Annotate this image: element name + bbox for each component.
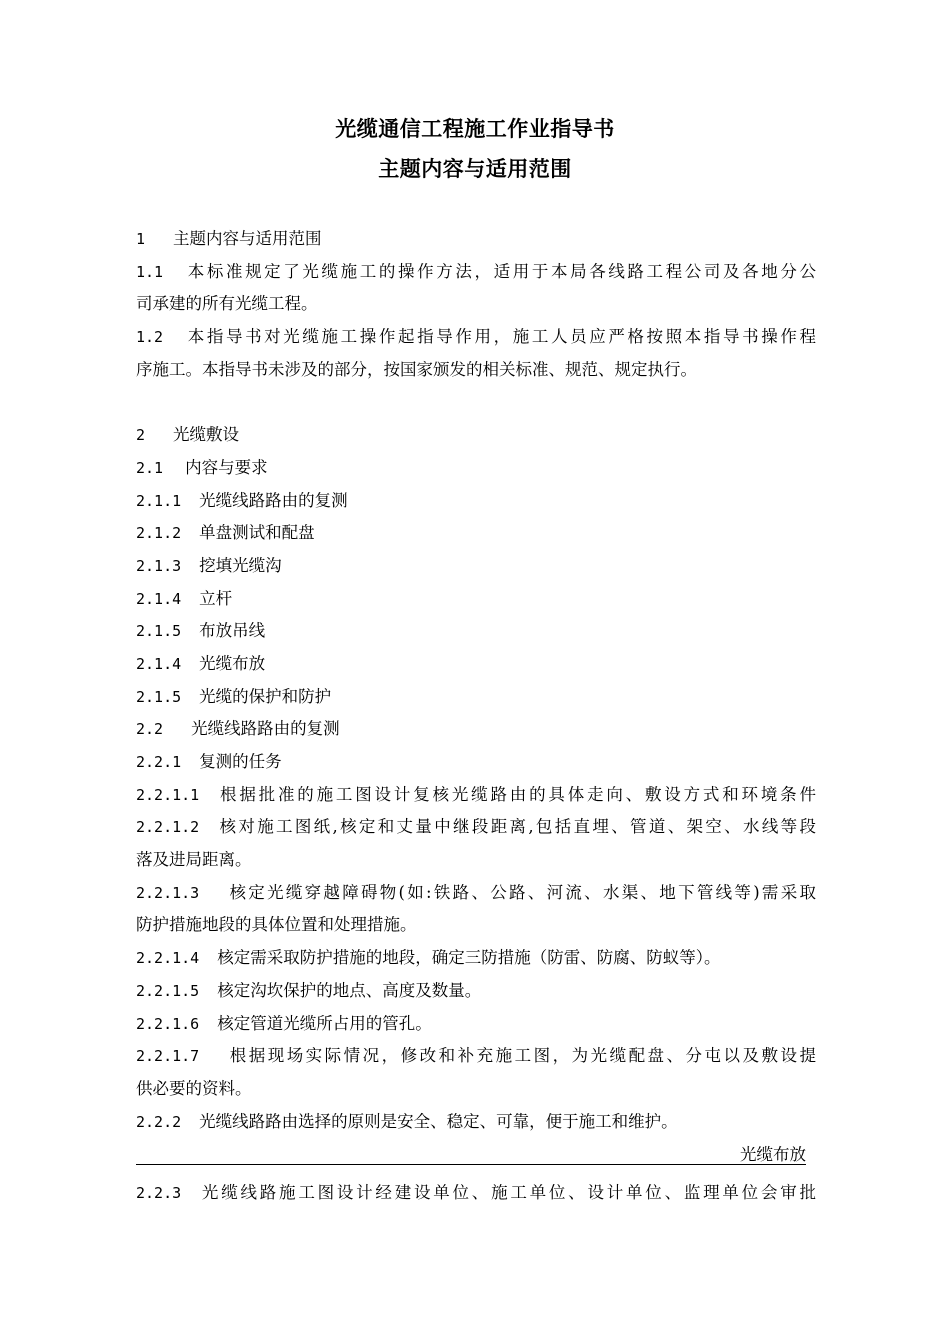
paragraph-line [136,321,816,354]
section-text: 光缆的保护和防护 [199,686,332,706]
section-text: 根据现场实际情况，修改和补充施工图，为光缆配盘、分屯以及敷设提 [227,1046,816,1066]
section-heading [136,223,816,256]
section-number: 2.1.2 [136,524,182,543]
spacer [136,386,816,419]
section-text: 光缆线路路由的复测 [191,719,340,739]
section-number: 2 [136,426,146,445]
section-text: 布放吊线 [199,621,266,641]
section-text: 立杆 [199,588,233,608]
section-text: 核定沟坎保护的地点、高度及数量。 [217,980,482,1000]
section-number: 2.1.5 [136,687,182,706]
section-number: 2.2.1.3 [136,883,200,902]
paragraph-line [136,811,816,844]
section-text: 核对施工图纸,核定和丈量中继段距离,包括直埋、管道、架空、水线等段 [217,817,816,837]
section-text: 单盘测试和配盘 [199,523,315,543]
paragraph-continuation: 防护措施地段的具体位置和处理措施。 [136,915,417,935]
paragraph-continuation: 司承建的所有光缆工程。 [136,294,318,314]
section-number: 2.2.2 [136,1112,182,1131]
section-number: 2.2.1 [136,753,182,771]
section-number: 2.1 [136,458,164,477]
paragraph-line [136,1040,816,1073]
section-text: 光缆线路路由选择的原则是安全、稳定、可靠，便于施工和维护。 [199,1111,678,1131]
list-item [136,713,816,746]
list-item [136,975,816,1008]
footer-label: 光缆布放 [740,1145,806,1164]
list-item [136,779,816,812]
paragraph-continuation: 落及进局距离。 [136,850,252,870]
section-number: 2.1.5 [136,622,182,641]
section-text: 核定需采取防护措施的地段，确定三防措施（防雷、防腐、防蚁等）。 [217,948,721,968]
section-number: 2.1.1 [136,491,182,510]
section-number: 2.2.3 [136,1184,182,1202]
list-item [136,583,816,616]
section-text: 本指导书对光缆施工操作起指导作用，施工人员应严格按照本指导书操作程 [185,327,816,347]
section-number: 2.2.1.7 [136,1047,200,1066]
paragraph-line [136,256,816,289]
section-number: 2.1.4 [136,654,182,673]
list-item [136,615,816,648]
list-item [136,942,816,975]
list-item [136,550,816,583]
paragraph-line [136,877,816,910]
list-item [136,746,816,779]
paragraph-continuation: 序施工。本指导书未涉及的部分，按国家颁发的相关标准、规范、规定执行。 [136,359,697,379]
document-body [136,223,816,1138]
section-text: 核定管道光缆所占用的管孔。 [217,1013,432,1033]
paragraph-continuation: 供必要的资料。 [136,1078,252,1098]
section-text: 主题内容与适用范围 [173,229,322,248]
list-item [136,452,816,485]
section-heading [136,419,816,452]
section-text: 光缆布放 [199,653,266,673]
running-footer [136,1142,806,1165]
section-text: 本标准规定了光缆施工的操作方法，适用于本局各线路工程公司及各地分公 [185,261,816,281]
section-number: 1 [136,230,146,248]
list-item [136,681,816,714]
section-number: 2.2.1.5 [136,981,200,1000]
section-number: 2.2.1.1 [136,785,200,804]
section-number: 1.2 [136,328,164,347]
section-text: 内容与要求 [185,457,268,477]
document-title: 光缆通信工程施工作业指导书 [335,117,615,141]
list-item [136,1008,816,1041]
section-text: 核定光缆穿越障碍物(如:铁路、公路、河流、水渠、地下管线等)需采取 [227,882,816,902]
section-text: 光缆敷设 [173,425,240,445]
section-text: 根据批准的施工图设计复核光缆路由的具体走向、敷设方式和环境条件 [217,784,816,804]
section-text: 光缆线路施工图设计经建设单位、施工单位、设计单位、监理单位会审批 [199,1183,816,1202]
list-item [136,517,816,550]
section-number: 2.2.1.4 [136,949,200,968]
list-item [136,1106,816,1139]
list-item [136,648,816,681]
section-number: 2.1.4 [136,589,182,608]
section-number: 2.1.3 [136,556,182,575]
section-number: 2.2.1.2 [136,818,200,837]
section-text: 光缆线路路由的复测 [199,490,348,510]
section-number: 2.2.1.6 [136,1014,200,1033]
paragraph-line [136,1177,816,1210]
section-text: 挖填光缆沟 [199,555,282,575]
section-number: 1.1 [136,262,164,281]
section-text: 复测的任务 [199,752,282,771]
section-number: 2.2 [136,720,164,739]
document-subtitle: 主题内容与适用范围 [378,157,572,181]
list-item [136,485,816,518]
